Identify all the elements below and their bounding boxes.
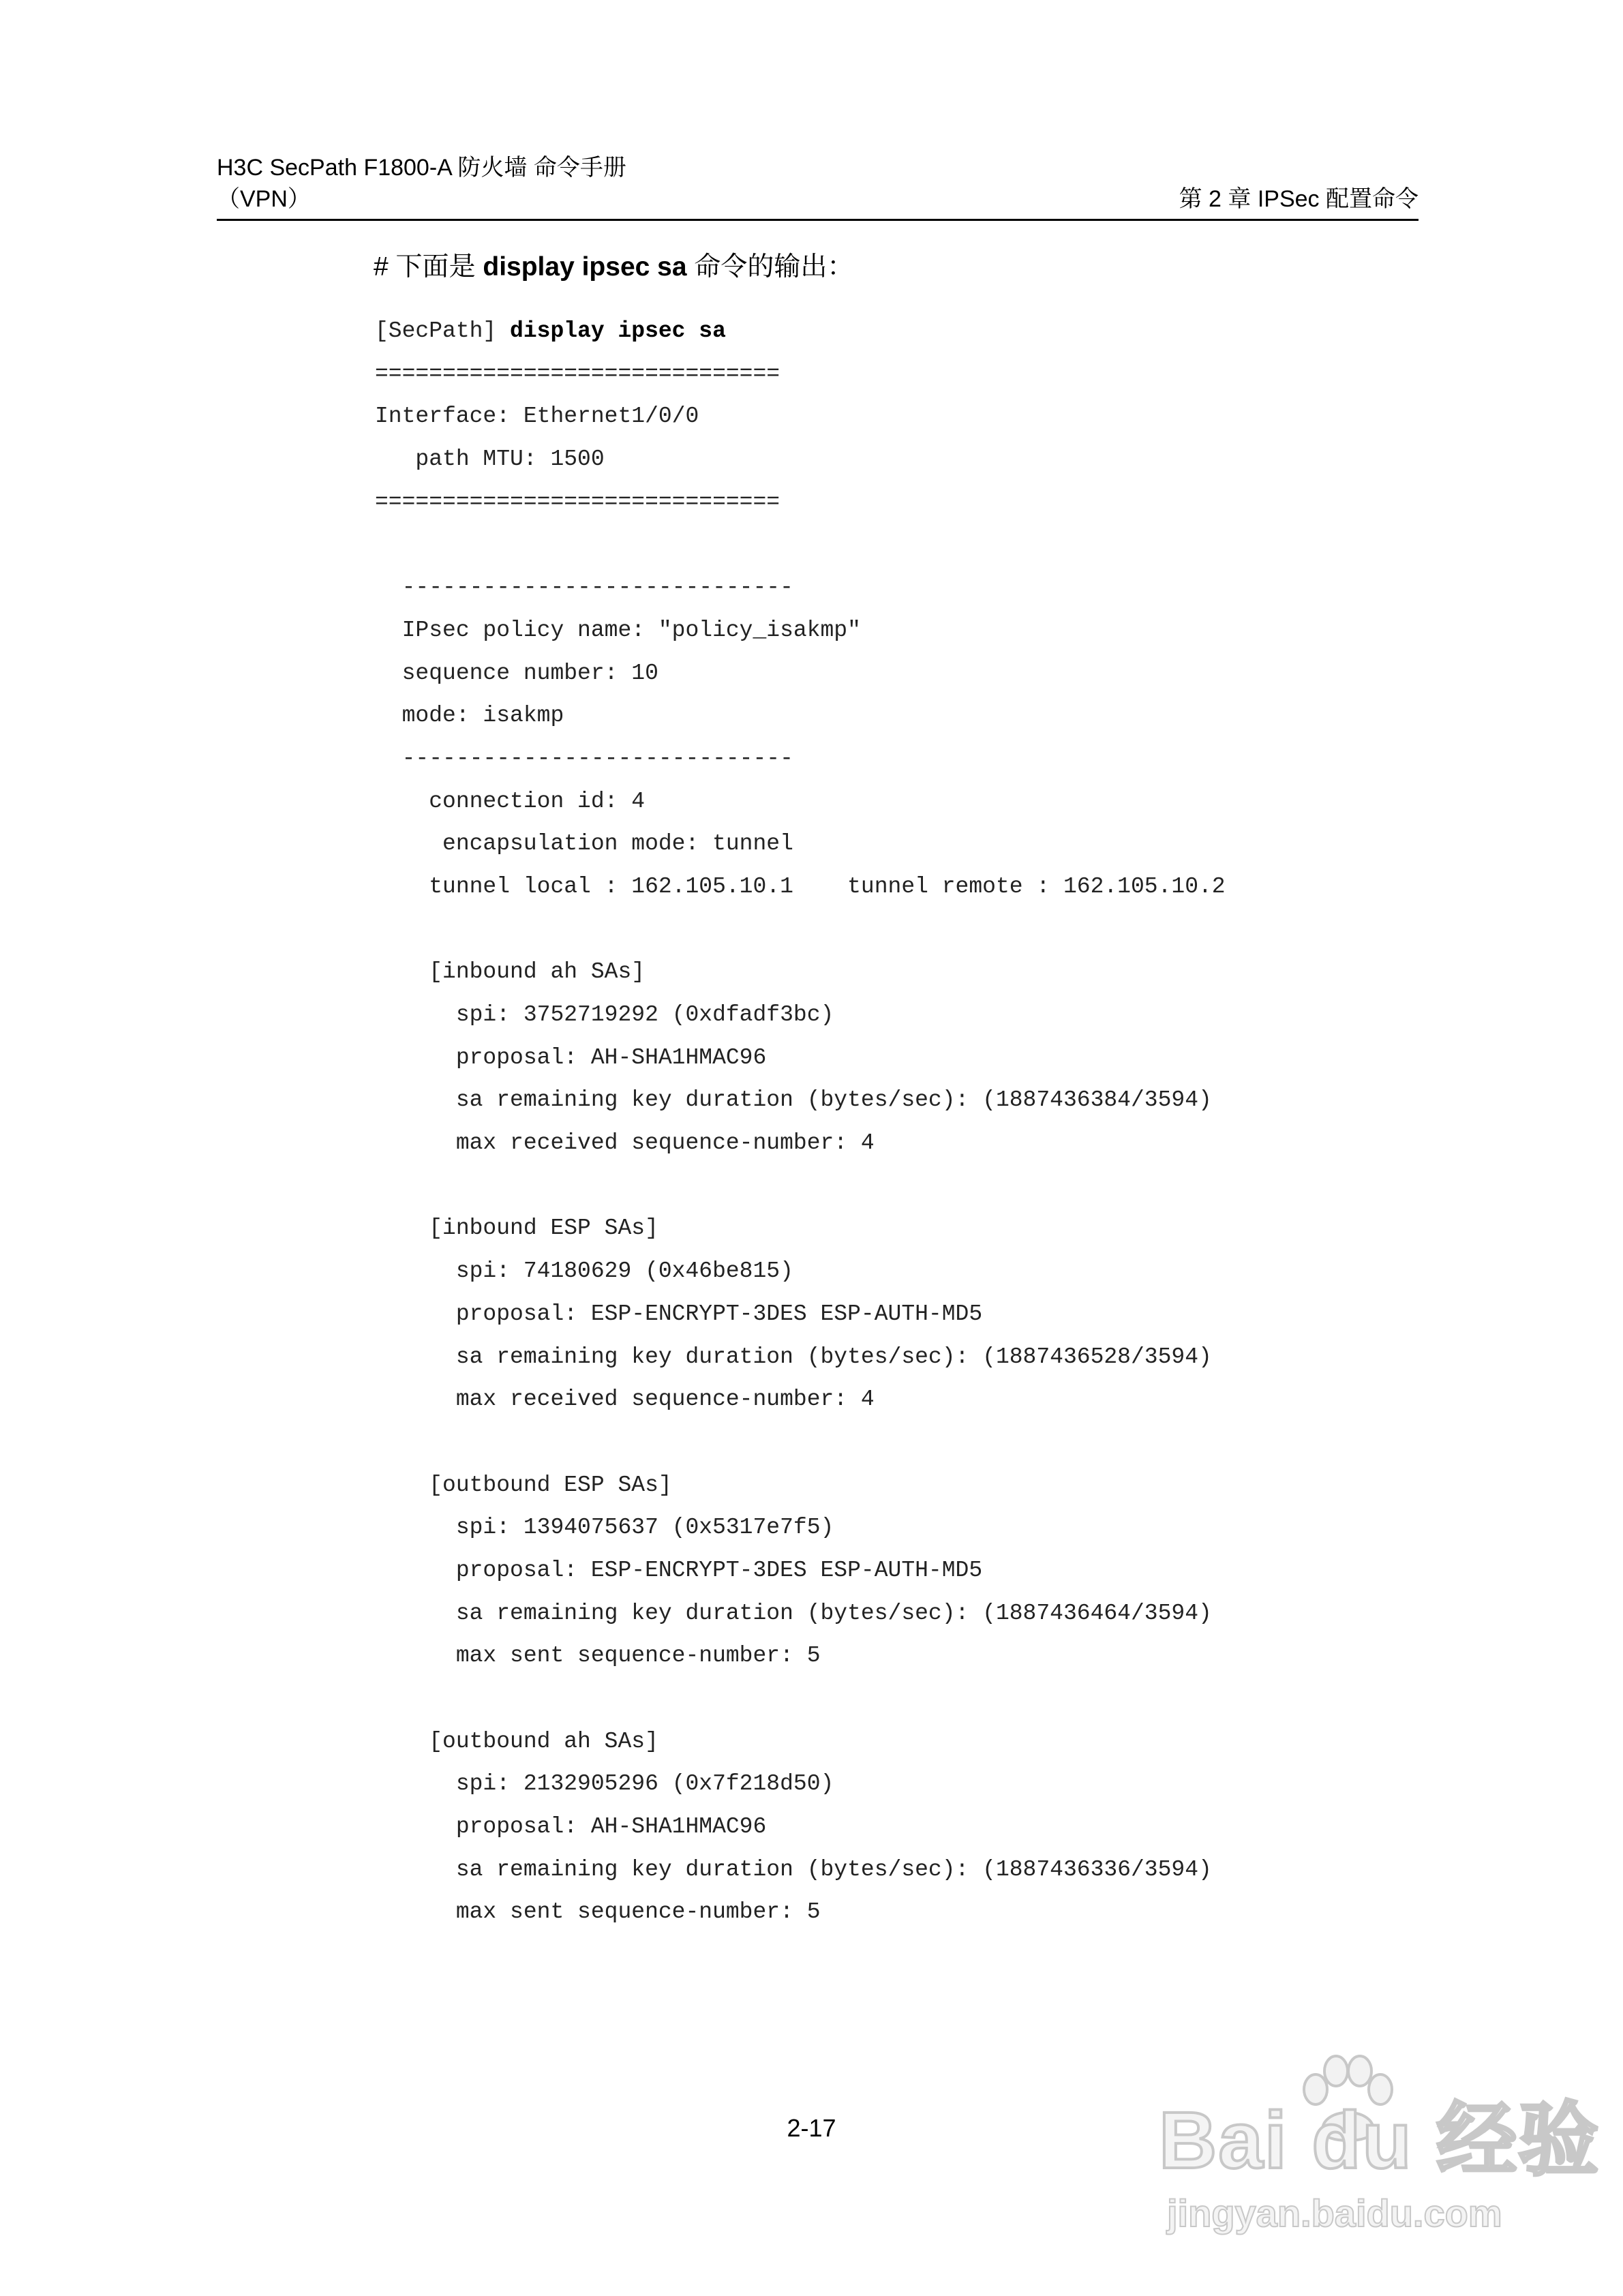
- heading-command: display ipsec sa: [483, 252, 687, 282]
- code-line: max received sequence-number: 4: [375, 1130, 875, 1156]
- code-line: sequence number: 10: [375, 660, 658, 686]
- code-line: -----------------------------: [375, 575, 793, 601]
- code-line: proposal: AH-SHA1HMAC96: [375, 1044, 767, 1070]
- code-line: connection id: 4: [375, 788, 646, 814]
- command-prompt: [SecPath]: [375, 318, 511, 344]
- watermark-url: jingyan.baidu.com: [1167, 2192, 1502, 2235]
- code-line: proposal: AH-SHA1HMAC96: [375, 1814, 767, 1840]
- code-line: [outbound ESP SAs]: [375, 1472, 672, 1498]
- command-output: [375, 310, 1226, 1934]
- code-line: ==============================: [375, 361, 780, 387]
- heading-prefix: # 下面是: [374, 252, 483, 282]
- header-rule: [217, 219, 1419, 221]
- header-chapter: 第 2 章 IPSec 配置命令: [1179, 186, 1419, 212]
- code-line: mode: isakmp: [375, 703, 564, 729]
- code-line: IPsec policy name: "policy_isakmp": [375, 617, 861, 643]
- code-line: path MTU: 1500: [375, 447, 605, 472]
- code-line: spi: 1394075637 (0x5317e7f5): [375, 1515, 834, 1541]
- command-text: display ipsec sa: [510, 318, 726, 344]
- code-line: spi: 3752719292 (0xdfadf3bc): [375, 1002, 834, 1027]
- code-line: sa remaining key duration (bytes/sec): (1887436464/3594): [375, 1600, 1212, 1626]
- code-line: [375, 909, 1226, 952]
- heading-suffix: 命令的输出：: [686, 252, 854, 282]
- code-line: tunnel local : 162.105.10.1 tunnel remote : 162.105.10.2: [375, 873, 1226, 899]
- code-line: proposal: ESP-ENCRYPT-3DES ESP-AUTH-MD5: [375, 1557, 983, 1583]
- code-line: sa remaining key duration (bytes/sec): (1887436384/3594): [375, 1087, 1212, 1113]
- section-heading: [374, 251, 853, 284]
- code-line: ==============================: [375, 489, 780, 515]
- code-line: max received sequence-number: 4: [375, 1387, 875, 1413]
- header-title: H3C SecPath F1800-A 防火墙 命令手册: [217, 155, 626, 181]
- code-line: [375, 1678, 1226, 1721]
- code-line: [inbound ah SAs]: [375, 959, 646, 985]
- code-line: proposal: ESP-ENCRYPT-3DES ESP-AUTH-MD5: [375, 1301, 983, 1327]
- code-line: -----------------------------: [375, 745, 793, 771]
- watermark-brand: Bai du 经验: [1159, 2096, 1601, 2186]
- code-line: Interface: Ethernet1/0/0: [375, 404, 699, 429]
- code-line: [outbound ah SAs]: [375, 1728, 658, 1754]
- code-line: spi: 74180629 (0x46be815): [375, 1258, 793, 1284]
- code-line: [375, 524, 1226, 567]
- header-subtitle: （VPN）: [217, 186, 311, 212]
- command-line: [375, 310, 1226, 353]
- page-number: 2-17: [787, 2114, 836, 2142]
- code-line: [375, 1165, 1226, 1208]
- code-line: [375, 1421, 1226, 1464]
- code-line: encapsulation mode: tunnel: [375, 831, 793, 857]
- code-line: spi: 2132905296 (0x7f218d50): [375, 1771, 834, 1797]
- code-line: max sent sequence-number: 5: [375, 1899, 821, 1925]
- code-line: sa remaining key duration (bytes/sec): (1887436336/3594): [375, 1856, 1212, 1882]
- code-line: sa remaining key duration (bytes/sec): (1887436528/3594): [375, 1344, 1212, 1370]
- code-line: [inbound ESP SAs]: [375, 1215, 658, 1241]
- code-line: max sent sequence-number: 5: [375, 1643, 821, 1669]
